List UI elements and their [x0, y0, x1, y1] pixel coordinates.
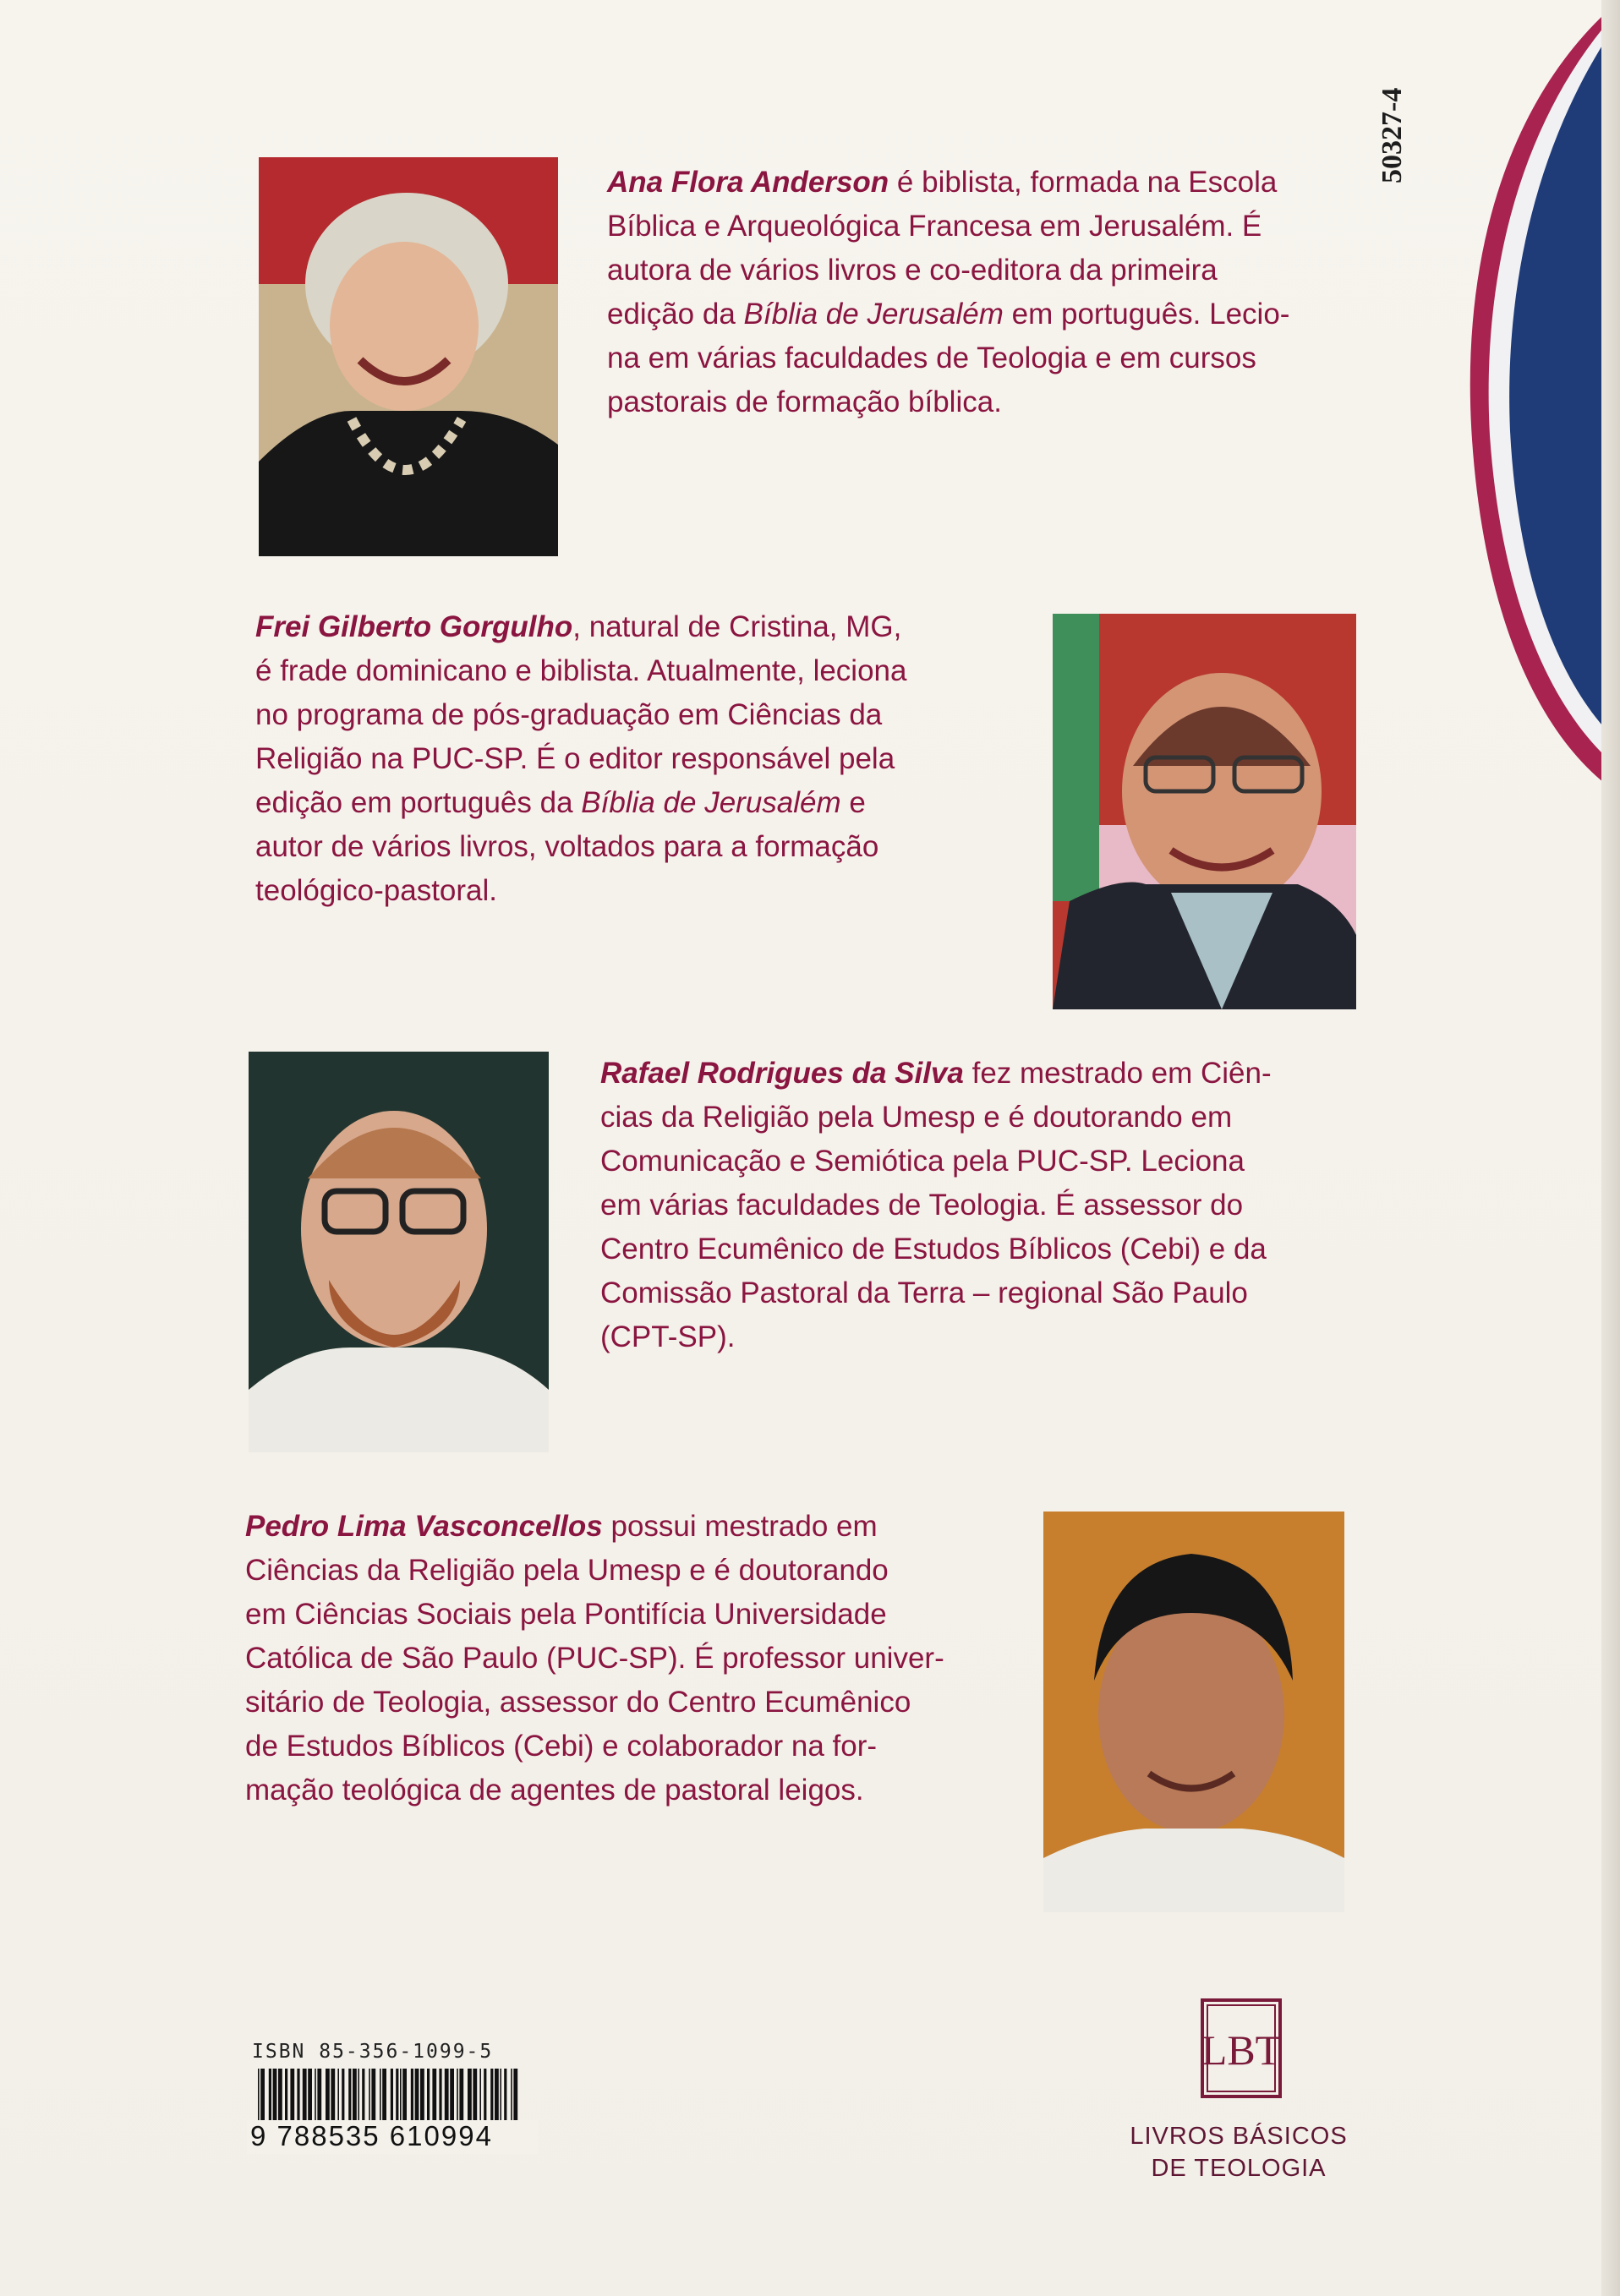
author-photo-ana-flora — [259, 157, 558, 556]
barcode-bar — [445, 2069, 449, 2121]
barcode-bar — [427, 2069, 430, 2121]
barcode-bar — [348, 2069, 351, 2121]
barcode-bar — [420, 2069, 424, 2121]
catalog-code: 50327-4 — [1376, 87, 1408, 183]
barcode-bar — [371, 2069, 375, 2121]
barcode-bar — [432, 2069, 436, 2121]
barcode-bar — [303, 2069, 307, 2121]
barcode-bar — [468, 2069, 472, 2121]
barcode-bar — [273, 2069, 277, 2121]
barcode-bar — [308, 2069, 312, 2121]
barcode-bar — [269, 2069, 271, 2121]
barcode-bar — [459, 2069, 463, 2121]
barcode-bar — [511, 2069, 512, 2121]
barcode-bar — [369, 2069, 370, 2121]
barcode-bar — [415, 2069, 419, 2121]
barcode-bar — [278, 2069, 282, 2121]
author-name: Frei Gilberto Gorgulho — [255, 610, 573, 643]
barcode-bar — [490, 2069, 493, 2121]
publisher-logo-text: LBT — [1201, 2026, 1282, 2074]
barcode-bar — [353, 2069, 357, 2121]
isbn-label: ISBN 85-356-1099-5 — [252, 2041, 494, 2063]
author-photo-gilberto — [1053, 614, 1356, 1009]
barcode-number: 9 788535 610994 — [247, 2120, 538, 2154]
barcode-bar — [358, 2069, 359, 2121]
barcode-bar — [439, 2069, 441, 2121]
barcode-bar — [411, 2069, 413, 2121]
barcode-bar — [473, 2069, 477, 2121]
barcode-bar — [285, 2069, 287, 2121]
barcode-bar — [402, 2069, 407, 2121]
barcode-bar — [331, 2069, 335, 2121]
series-title — [1099, 2120, 1378, 2184]
barcode-bar — [495, 2069, 499, 2121]
author-photo-pedro — [1043, 1512, 1344, 1912]
series-line-1: LIVROS BÁSICOS — [1130, 2123, 1348, 2150]
bio-pedro: Pedro Lima Vasconcellos possui mestrado em Ciências da Religião pela Umesp e é doutorando em Ciências Sociais pela Pontifícia Universidade Católica de São Paulo (PUC-SP). É professor univer- sitário de Teologia, assessor do Centro Ecumênico de Estudos Bíblicos (Cebi) e colaborador na for- mação teológica de agentes de pastoral leigos. — [245, 1510, 944, 1807]
cover-edge — [1601, 0, 1620, 2296]
barcode-bar — [315, 2069, 316, 2121]
barcode-bar — [337, 2069, 339, 2121]
author-photo-rafael — [249, 1052, 549, 1452]
barcode-bar — [391, 2069, 393, 2121]
barcode-bar — [450, 2069, 454, 2121]
barcode-bar — [380, 2069, 381, 2121]
barcode-bar — [342, 2069, 344, 2121]
author-name: Pedro Lima Vasconcellos — [245, 1510, 603, 1543]
bio-ana-flora: Ana Flora Anderson é biblista, formada na Escola Bíblica e Arqueológica Francesa em Jerusalém. É autora de vários livros e co-editora da primeira edição da Bíblia de Jerusalém em português. Lecio- na em várias faculdades de Teologia e em cursos pastorais de formação bíblica. — [607, 166, 1290, 418]
barcode-bar — [317, 2069, 321, 2121]
barcode-bar — [396, 2069, 398, 2121]
barcode-bar — [513, 2069, 517, 2121]
bio-gilberto: Frei Gilberto Gorgulho, natural de Cristina, MG, é frade dominicano e biblista. Atualmente, leciona no programa de pós-graduação em Ciências da Religião na PUC-SP. É o editor responsável pela edição em português da Bíblia de Jerusalém e autor de vários livros, voltados para a formação teológico-pastoral. — [255, 610, 907, 907]
barcode-bar — [260, 2069, 265, 2121]
barcode-bar — [382, 2069, 386, 2121]
barcode-bar — [290, 2069, 294, 2121]
barcode-bar — [500, 2069, 501, 2121]
barcode-bar — [457, 2069, 458, 2121]
barcode-bar — [362, 2069, 364, 2121]
publisher-logo — [1201, 1998, 1282, 2098]
bio-rafael: Rafael Rodrigues da Silva fez mestrado em Ciên- cias da Religião pela Umesp e é doutorando em Comunicação e Semiótica pela PUC-SP. Leciona em várias faculdades de Teologia. É assessor do Centro Ecumênico de Estudos Bíblicos (Cebi) e da Comissão Pastoral da Terra – regional São Paulo (CPT-SP). — [600, 1057, 1272, 1353]
series-line-2: DE TEOLOGIA — [1151, 2155, 1327, 2182]
barcode-bar — [479, 2069, 481, 2121]
barcode-bar — [400, 2069, 402, 2121]
barcode-bar — [484, 2069, 486, 2121]
barcode-bar — [297, 2069, 299, 2121]
author-name: Rafael Rodrigues da Silva — [600, 1057, 964, 1090]
barcode-bar — [504, 2069, 506, 2121]
barcode-bar — [326, 2069, 330, 2121]
author-name: Ana Flora Anderson — [607, 166, 889, 199]
barcode-bar — [258, 2069, 260, 2121]
